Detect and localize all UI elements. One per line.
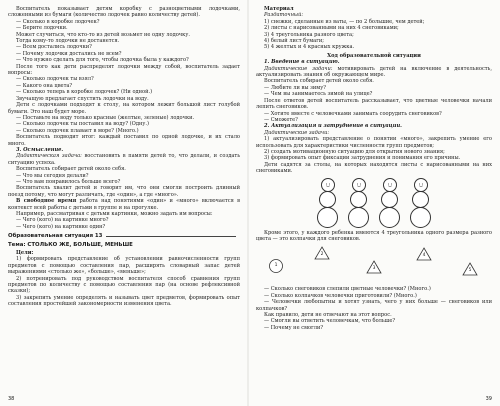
dialogue-line: — Любите ли вы зиму? — [264, 84, 326, 91]
smile-face-icon — [355, 182, 362, 188]
header-rule — [106, 236, 236, 237]
dialogue-line: — Сколько лодочек ты поставил на воду? (Одну.) — [16, 121, 149, 128]
snowman-head — [383, 178, 397, 192]
task-text: восстановить в памяти детей то, что делали, и создать ситуацию успеха. — [8, 153, 240, 166]
dialogue-line: — Поставьте на воду только красные (желтые, зеленые) лодочки. — [16, 114, 195, 121]
shapes-figure — [256, 244, 492, 284]
dialogue-line: — Человечки любопытны и хотят узнать, чего у них больше — снеговиков или колпачков? — [256, 299, 492, 312]
task-item: 1) актуализировать представление о понятии «много», закрепить умение его использовать для характеристики численности групп предметов; — [256, 136, 492, 149]
dialogue-line: — Что мы сегодня делали? — [16, 172, 89, 179]
snowman-body — [319, 191, 336, 208]
dialogue-line: — Какого она цвета? — [16, 82, 73, 89]
session-header — [8, 233, 240, 239]
paragraph: Воспитатель показывает детям коробку с разноцветными лодочками, сложенными из бумаги (количество лодочек равно количеству детей). — [8, 6, 240, 19]
figure-circle — [268, 258, 284, 274]
dialogue-line: — Смогли вы ответить человечкам, что больше? — [264, 318, 396, 325]
figure-triangle — [366, 260, 382, 274]
snowman-head — [352, 178, 366, 192]
snowman-base — [348, 207, 369, 228]
page-number: 39 — [485, 395, 492, 402]
section-heading: 2. Актуализация и затруднение в ситуации. — [264, 123, 402, 130]
snowman-figure — [317, 178, 338, 228]
snowman-body — [412, 191, 429, 208]
paragraph: Воспитатель подводит итог: каждый поставил по одной лодочке, и их стало много. — [8, 134, 240, 147]
task-label: Дидактическая задача: — [16, 153, 82, 160]
dialogue-line: — Сколько снеговиков слепили цветные человечки? (Много.) — [264, 286, 431, 293]
dialogue-line: — Сколько в коробке лодочек? — [16, 18, 100, 25]
free-time-paragraph — [8, 198, 240, 211]
topic-line — [8, 242, 240, 248]
dialogue-line: — Что нужно сделать для того, чтобы лодочка была у каждого? — [16, 57, 189, 64]
paragraph: Может случиться, что кто-то из детей возьмет не одну лодочку. — [16, 31, 190, 38]
snowmen-illustration — [256, 178, 492, 228]
snowman-figure — [379, 178, 400, 228]
dialogue-line: — Чего (кого) на картинке один? — [16, 223, 106, 230]
snowman-base — [410, 207, 431, 228]
figure-label: 1 — [274, 263, 278, 269]
snowman-body — [381, 191, 398, 208]
paragraph: Воспитатель собирает детей около себя. — [16, 166, 126, 173]
snowman-body — [350, 191, 367, 208]
page-number: 38 — [8, 395, 15, 402]
paragraph: Воспитатель собирает детей около себя. — [264, 78, 374, 85]
paragraph: Кроме этого, у каждого ребенка имеются 4 треугольника одного размера разного цвета — это колпачки для снеговиков. — [256, 229, 492, 242]
task-item: 2) создать мотивационную ситуацию для открытия нового знания; — [264, 148, 445, 155]
task-item: 3) формировать опыт фиксации затруднения и понимания его причины. — [264, 155, 461, 162]
free-time-label: В свободное время — [16, 198, 77, 205]
goal-item: 2) потренировать под руководством воспитателя способ сравнения групп предметов по количеству с помощью составления пар (на основе рефлексивной сказки); — [8, 275, 240, 295]
paragraph: Воспитатель хвалит детей и говорит им, что они смогли построить длинный поезд потому, что могут различать, где «один», а где «много». — [8, 185, 240, 198]
task-paragraph — [256, 66, 492, 79]
session-title: Образовательная ситуация 13 — [8, 233, 103, 240]
section-heading: 1. Введение в ситуацию. — [264, 59, 340, 66]
dialogue-line: — Чего (кого) на картинке много? — [16, 217, 109, 224]
snowman-base — [317, 207, 338, 228]
material-item: 5) 4 желтых и 4 красных кружка. — [264, 44, 355, 51]
material-item: 3) 4 треугольника разного цвета; — [264, 31, 354, 38]
dialogue-line: — Сколько лодочек плавает в море? (Много.) — [16, 127, 139, 134]
paragraph: Дети с лодочками подходят к столу, на котором лежит большой лист голубой бумаги. Это наш будет море. — [8, 102, 240, 115]
dialogue-line: — Почему лодочки достались не всем? — [16, 50, 122, 57]
figure-label: 5 — [468, 268, 472, 274]
goals-heading: Цели: — [16, 250, 34, 257]
paragraph: Дети садятся за столы, на которых находятся листы с нарисованными на них снеговиками. — [256, 161, 492, 175]
left-page — [8, 6, 240, 402]
dialogue-line: — Чем вы занимаетесь зимой на улице? — [264, 91, 373, 98]
smile-face-icon — [386, 182, 393, 188]
topic-label: Тема: — [8, 241, 26, 248]
paragraph: Например, рассматривая с детьми картинки, можно задать им вопросы: — [16, 211, 213, 217]
goal-item: 1) формировать представление об установлении равночисленности групп предметов с помощью составления пар, расширять словарный запас детей выражениями «столько же», «больше», «меньше»; — [8, 256, 240, 276]
handout-label: Раздаточный: — [264, 12, 304, 19]
section-heading: 3. Осмысление. — [16, 146, 64, 153]
goal-item: 3) закрепить умение определять и называть цвет предметов, формировать опыт составления простейшей закономерности изменения цвета. — [8, 294, 240, 308]
free-time-text: работа над понятиями «один» и «много» включается в контекст всей работы с детьми в группе и на прогулке. — [8, 198, 240, 211]
task-label: Дидактические задачи: — [264, 129, 330, 136]
figure-triangle — [314, 246, 330, 260]
task-text: мотивировать детей на включение в деятельность, актуализировать знания об окружающем мире. — [256, 65, 493, 79]
dialogue-line: — Берите лодочки. — [16, 25, 68, 32]
dialogue-line: — Сколько лодочек ты взял? — [16, 76, 94, 83]
figure-label: 2 — [320, 252, 324, 258]
book-gutter — [247, 0, 249, 406]
material-item: 1) снежки, сделанные из ваты, — по 2 большие, чем детей; — [264, 18, 425, 25]
task-paragraph — [8, 153, 240, 166]
dialogue-line: — Что вам понравилось больше всего? — [16, 178, 121, 185]
task-label: Дидактические задачи: — [264, 65, 333, 72]
paragraph: Звучащую предлагает спустить лодочки на воду. — [16, 95, 149, 102]
figure-label: 4 — [422, 253, 426, 259]
course-heading: Ход образовательной ситуации — [327, 52, 421, 59]
right-page — [256, 6, 492, 402]
paragraph: Как правило, дети не отвечают на этот вопрос. — [264, 312, 392, 318]
figure-triangle — [462, 262, 478, 276]
materials-heading: Материал — [264, 6, 294, 12]
snowman-base — [379, 207, 400, 228]
material-item: 4) белый лист бумаги; — [264, 38, 324, 45]
paragraph: После того как дети распределят лодочки между собой, воспитатель задает вопросы: — [8, 63, 240, 77]
snowman-head — [414, 178, 428, 192]
material-item: 2) листы с нарисованными на них 4 снеговиками; — [264, 25, 399, 32]
smile-face-icon — [417, 182, 424, 188]
dialogue-line: — Сможете? — [264, 116, 298, 123]
dialogue-line: — Всем достались лодочки? — [16, 44, 92, 51]
snowman-figure — [410, 178, 431, 228]
paragraph: Тогда кому-то лодочки не достанется. — [16, 38, 120, 45]
dialogue-line: — Сколько колпачков человечки приготовили? (Много.) — [264, 292, 417, 299]
paragraph: После ответов детей воспитатель рассказывает, что цветные человечки начали лепить снеговиков. — [256, 97, 492, 111]
snowman-figure — [348, 178, 369, 228]
topic-text: СТОЛЬКО ЖЕ, БОЛЬШЕ, МЕНЬШЕ — [25, 241, 133, 248]
dialogue-line: — Почему не смогли? — [264, 324, 324, 331]
dialogue-line: — Сколько теперь в коробке лодочек? (Ни одной.) — [16, 89, 153, 96]
snowman-head — [321, 178, 335, 192]
smile-face-icon — [324, 182, 331, 188]
figure-triangle — [416, 247, 432, 261]
figure-label: 3 — [372, 266, 376, 272]
dialogue-line: — Хотите вместе с человечками занимать соорудить снеговиков? — [264, 110, 442, 117]
